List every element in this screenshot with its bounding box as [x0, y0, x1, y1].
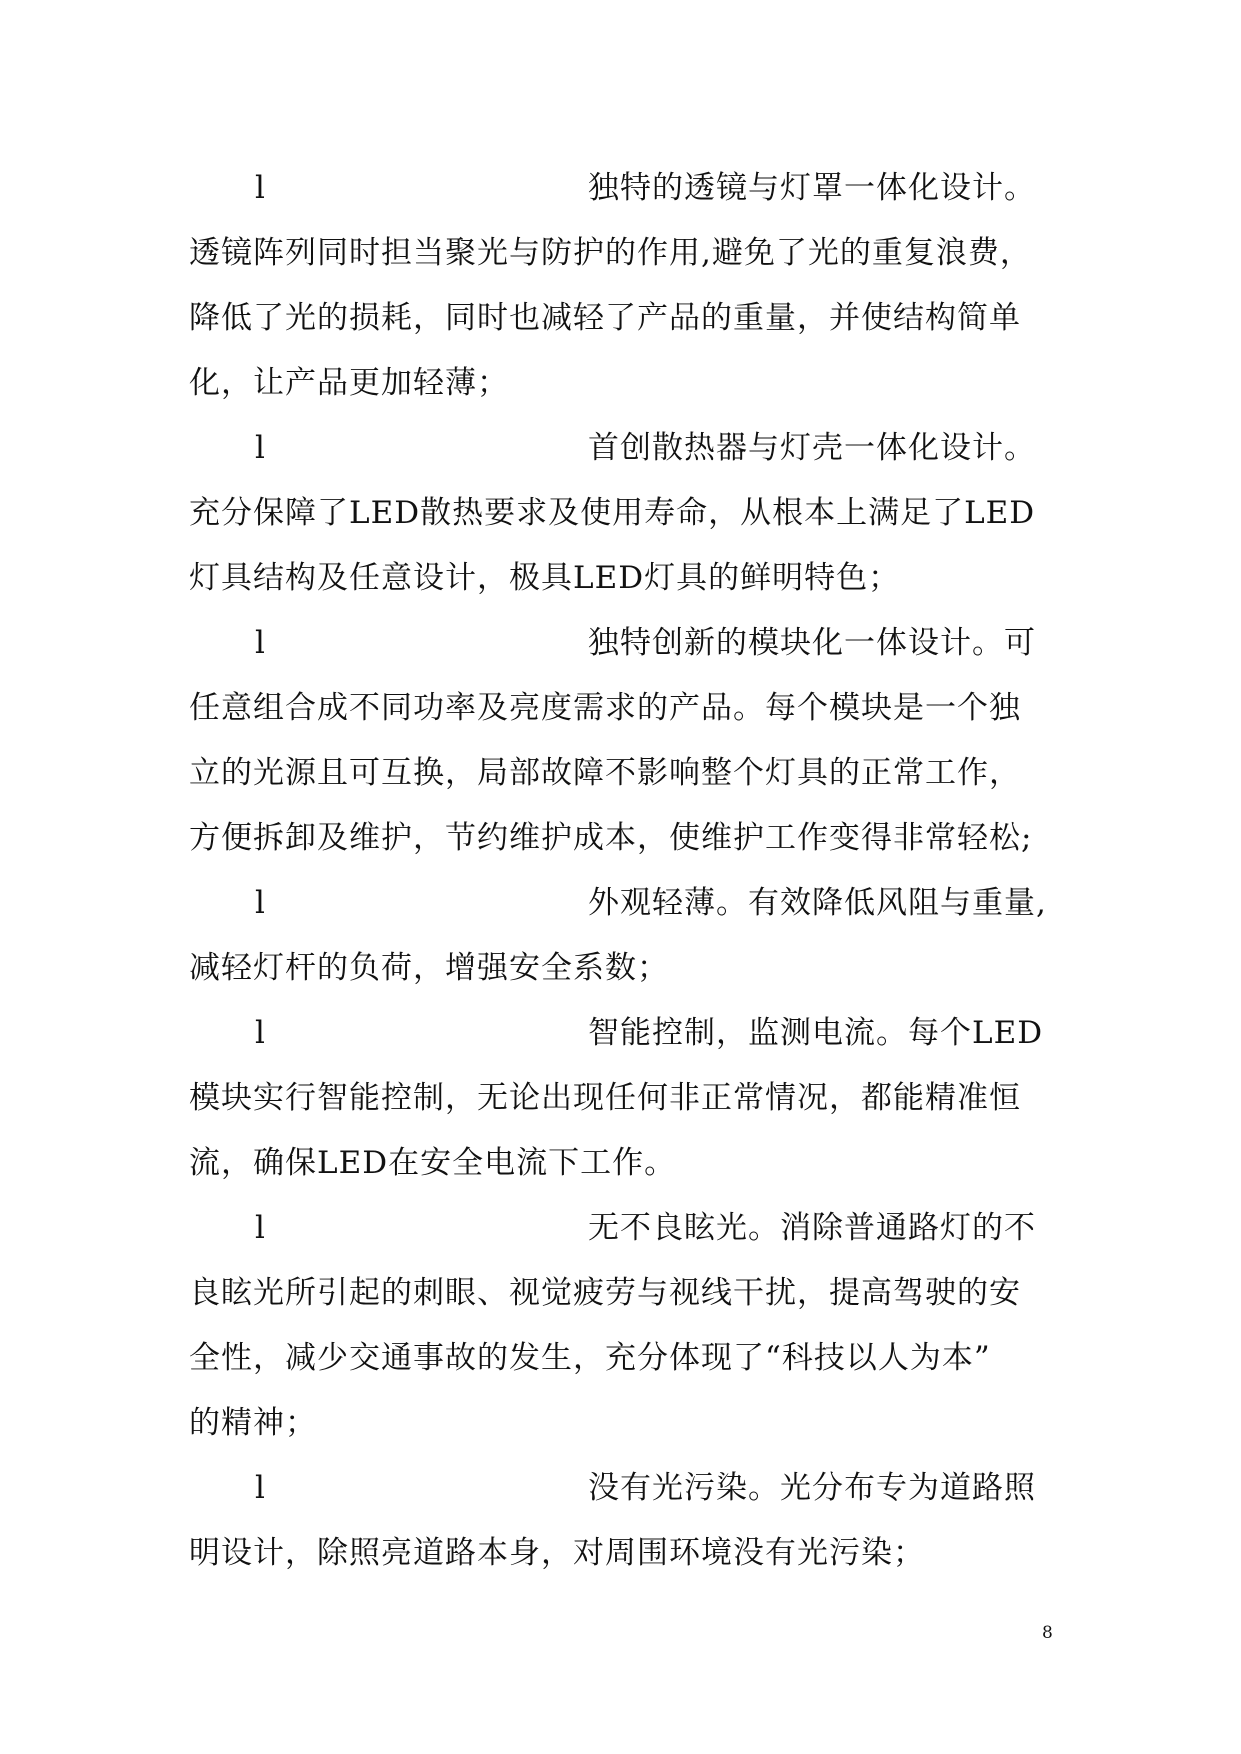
text-line: 的精神； — [189, 1405, 317, 1441]
bullet-marker: l — [255, 170, 266, 206]
bullet-marker: l — [255, 1470, 266, 1506]
bullet-heading: 独特创新的模块化一体设计。可 — [588, 625, 1036, 661]
bullet-heading: 外观轻薄。有效降低风阻与重量, — [588, 885, 1047, 921]
bullet-item-modular-design — [189, 611, 1059, 871]
page-number: 8 — [1042, 1623, 1053, 1643]
bullet-heading: 智能控制，监测电流。每个LED — [588, 1015, 1044, 1051]
bullet-heading: 首创散热器与灯壳一体化设计。 — [588, 430, 1036, 466]
text-line: 全性，减少交通事故的发生，充分体现了“科技以人为本” — [189, 1340, 991, 1376]
bullet-item-thin-appearance — [189, 871, 1059, 1001]
text-line: 任意组合成不同功率及亮度需求的产品。每个模块是一个独 — [189, 690, 1021, 726]
text-line: 充分保障了LED散热要求及使用寿命，从根本上满足了LED — [189, 495, 1036, 531]
bullet-heading: 独特的透镜与灯罩一体化设计。 — [588, 170, 1036, 206]
bullet-marker: l — [255, 430, 266, 466]
text-line: 立的光源且可互换，局部故障不影响整个灯具的正常工作， — [189, 755, 1021, 791]
text-line: 模块实行智能控制，无论出现任何非正常情况，都能精准恒 — [189, 1080, 1021, 1116]
text-line: 化，让产品更加轻薄； — [189, 365, 509, 401]
bullet-marker: l — [255, 1015, 266, 1051]
text-line: 方便拆卸及维护，节约维护成本，使维护工作变得非常轻松; — [189, 820, 1033, 856]
bullet-heading: 没有光污染。光分布专为道路照 — [588, 1470, 1036, 1506]
bullet-item-heatsink-design — [189, 416, 1059, 611]
text-line: 减轻灯杆的负荷，增强安全系数； — [189, 950, 669, 986]
text-line: 良眩光所引起的刺眼、视觉疲劳与视线干扰，提高驾驶的安 — [189, 1275, 1021, 1311]
body-text — [189, 156, 1059, 1586]
text-line: 透镜阵列同时担当聚光与防护的作用,避免了光的重复浪费， — [189, 235, 1032, 271]
text-line: 明设计，除照亮道路本身，对周围环境没有光污染； — [189, 1535, 925, 1571]
bullet-item-smart-control — [189, 1001, 1059, 1196]
text-line: 降低了光的损耗，同时也减轻了产品的重量，并使结构简单 — [189, 300, 1021, 336]
bullet-marker: l — [255, 625, 266, 661]
text-line: 灯具结构及任意设计，极具LED灯具的鲜明特色； — [189, 560, 901, 596]
text-line: 流，确保LED在安全电流下工作。 — [189, 1145, 677, 1181]
bullet-marker: l — [255, 885, 266, 921]
bullet-heading: 无不良眩光。消除普通路灯的不 — [588, 1210, 1036, 1246]
bullet-item-lens-design — [189, 156, 1059, 416]
bullet-item-no-glare — [189, 1196, 1059, 1456]
bullet-marker: l — [255, 1210, 266, 1246]
bullet-item-no-light-pollution — [189, 1456, 1059, 1586]
